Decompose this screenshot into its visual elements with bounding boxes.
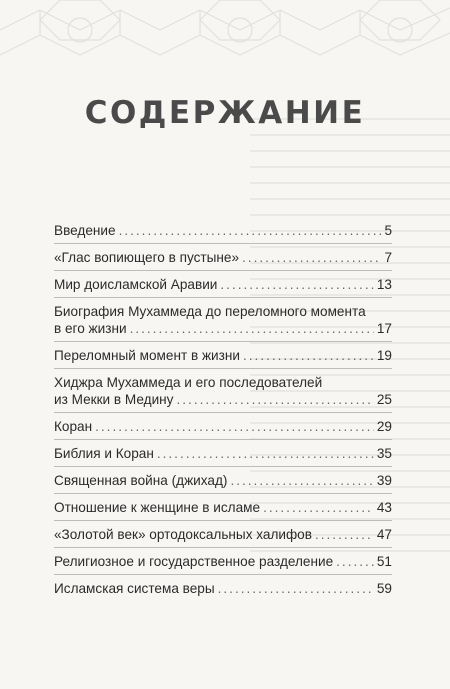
toc-entry[interactable] <box>54 526 392 543</box>
dot-leader <box>218 580 374 597</box>
toc-entry-title: Религиозное и государственное разделение <box>54 554 334 569</box>
toc-entry-title: Библия и Коран <box>54 446 154 461</box>
divider <box>54 297 392 298</box>
divider <box>54 368 392 369</box>
toc-entry-title: из Мекки в Медину <box>54 392 174 407</box>
toc-entry-title: «Золотой век» ортодоксальных халифов <box>54 527 312 542</box>
dot-leader <box>220 276 373 293</box>
divider <box>54 493 392 494</box>
divider <box>54 547 392 548</box>
toc-page-number: 19 <box>376 348 392 363</box>
toc-page-number: 29 <box>376 419 392 434</box>
toc-entry[interactable] <box>54 553 392 570</box>
toc-page-number: 17 <box>376 321 392 336</box>
divider <box>54 520 392 521</box>
dot-leader <box>315 526 374 543</box>
toc-entry[interactable] <box>54 374 392 408</box>
page-title: СОДЕРЖАНИЕ <box>84 95 366 131</box>
toc-entry-title: Введение <box>54 223 116 238</box>
toc-page-number: 47 <box>376 527 392 542</box>
dot-leader <box>176 391 373 408</box>
dot-leader <box>263 499 374 516</box>
divider <box>54 574 392 575</box>
toc-page-number: 39 <box>376 473 392 488</box>
divider <box>54 341 392 342</box>
dot-leader <box>119 222 382 239</box>
toc-entry[interactable] <box>54 499 392 516</box>
dot-leader <box>230 472 373 489</box>
toc-entry-title: Отношение к женщине в исламе <box>54 500 261 515</box>
toc-entry-title: «Глас вопиющего в пустыне» <box>54 250 240 265</box>
table-of-contents <box>54 222 392 597</box>
toc-entry[interactable] <box>54 347 392 364</box>
toc-entry[interactable] <box>54 276 392 293</box>
divider <box>54 439 392 440</box>
toc-entry-title: Коран <box>54 419 93 434</box>
toc-page-number: 7 <box>384 250 392 265</box>
toc-page-number: 43 <box>376 500 392 515</box>
divider <box>54 412 392 413</box>
dot-leader <box>95 418 374 435</box>
toc-entry[interactable] <box>54 222 392 239</box>
toc-entry-title: Переломный момент в жизни <box>54 348 240 363</box>
geometric-ornament <box>0 0 450 70</box>
divider <box>54 466 392 467</box>
dot-leader <box>243 347 374 364</box>
toc-entry-title: Священная война (джихад) <box>54 473 228 488</box>
divider <box>54 270 392 271</box>
toc-page-number: 25 <box>376 392 392 407</box>
toc-entry[interactable] <box>54 580 392 597</box>
toc-page-number: 35 <box>376 446 392 461</box>
dot-leader <box>157 445 374 462</box>
toc-entry[interactable] <box>54 249 392 266</box>
toc-page-number: 59 <box>376 581 392 596</box>
divider <box>54 243 392 244</box>
toc-entry-title: Исламская система веры <box>54 581 215 596</box>
toc-entry-title-line: Биография Мухаммеда до переломного момента <box>54 304 366 319</box>
dot-leader <box>336 553 374 570</box>
toc-entry-title: Мир доисламской Аравии <box>54 277 218 292</box>
toc-entry[interactable] <box>54 303 392 337</box>
toc-page-number: 13 <box>376 277 392 292</box>
toc-entry[interactable] <box>54 418 392 435</box>
toc-entry-title-line: Хиджра Мухаммеда и его последователей <box>54 375 323 390</box>
toc-page-number: 5 <box>384 223 392 238</box>
toc-entry-title: в его жизни <box>54 321 127 336</box>
toc-page-number: 51 <box>376 554 392 569</box>
dot-leader <box>242 249 381 266</box>
toc-entry[interactable] <box>54 445 392 462</box>
dot-leader <box>130 320 374 337</box>
toc-entry[interactable] <box>54 472 392 489</box>
